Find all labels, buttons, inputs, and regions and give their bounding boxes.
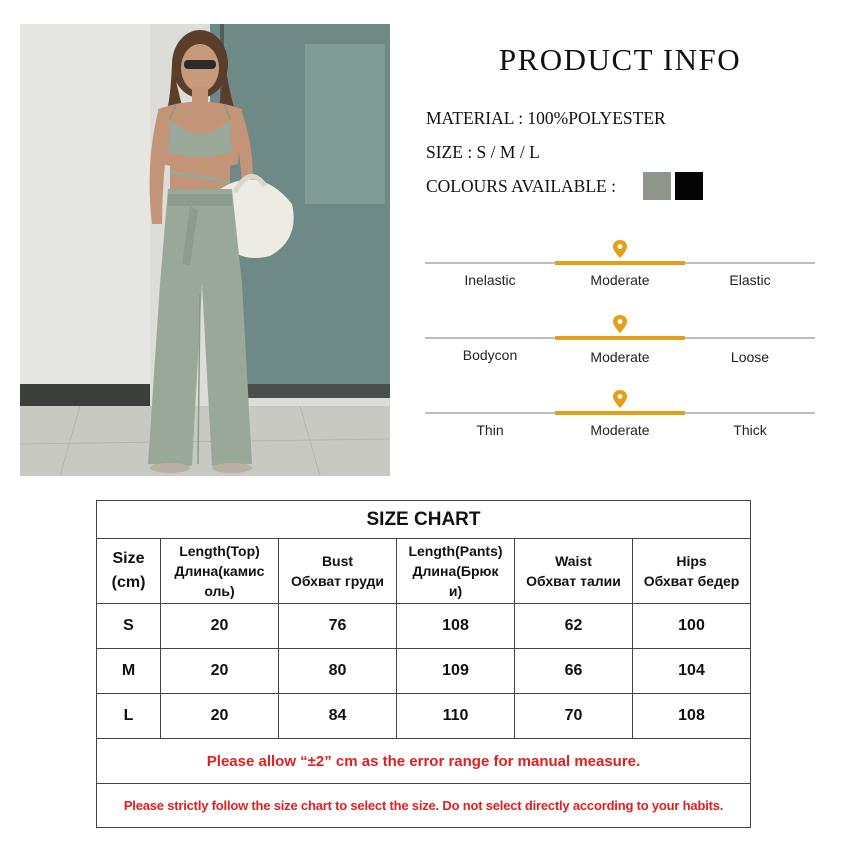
scale-label-right: Loose (730, 349, 770, 365)
product-photo (20, 24, 390, 476)
scale-label-left: Inelastic (464, 272, 516, 288)
table-cell: 109 (397, 649, 515, 694)
header-hips: Hips Обхват бедер (633, 539, 751, 604)
table-cell: 66 (515, 649, 633, 694)
header-length-top: Length(Top) Длина(камис оль) (161, 539, 279, 604)
size-selection-note-text: Please strictly follow the size chart to select the size. Do not select directly according to your habits. (123, 798, 724, 813)
table-cell: 20 (161, 604, 279, 649)
location-pin-icon (612, 240, 628, 258)
model-photo-illustration (20, 24, 390, 476)
table-row (97, 649, 751, 694)
scale-label-right: Thick (733, 422, 767, 438)
table-cell: 70 (515, 694, 633, 739)
table-row (97, 694, 751, 739)
table-cell: 84 (279, 694, 397, 739)
scale-label-left: Bodycon (462, 347, 518, 363)
scale-label-mid: Moderate (590, 422, 650, 438)
location-pin-icon (612, 390, 628, 408)
size-chart-title: SIZE CHART (97, 501, 751, 539)
location-pin-icon (612, 315, 628, 333)
product-info-title: PRODUCT INFO (498, 42, 742, 77)
header-waist: Waist Обхват талии (515, 539, 633, 604)
fit-scale (425, 337, 815, 377)
scale-highlight (555, 336, 685, 340)
table-cell: 76 (279, 604, 397, 649)
colour-swatch-grey[interactable] (643, 172, 671, 200)
header-bust: Bust Обхват груди (279, 539, 397, 604)
table-cell: 108 (397, 604, 515, 649)
table-cell: M (97, 649, 161, 694)
thickness-scale (425, 412, 815, 452)
table-cell: 108 (633, 694, 751, 739)
table-cell: S (97, 604, 161, 649)
table-cell: 100 (633, 604, 751, 649)
scale-highlight (555, 261, 685, 265)
colours-label: COLOURS AVAILABLE : (426, 176, 616, 196)
size-text: SIZE : S / M / L (426, 142, 540, 162)
table-cell: 80 (279, 649, 397, 694)
scale-highlight (555, 411, 685, 415)
size-chart-header-row (97, 539, 751, 604)
table-cell: 104 (633, 649, 751, 694)
elasticity-scale (425, 262, 815, 302)
scale-label-mid: Moderate (590, 349, 650, 365)
scale-label-left: Thin (476, 422, 504, 438)
header-size: Size (cm) (97, 539, 161, 604)
size-selection-note (97, 784, 751, 828)
size-chart-table (96, 500, 751, 828)
header-length-pants: Length(Pants) Длина(Брюк и) (397, 539, 515, 604)
table-cell: 62 (515, 604, 633, 649)
colour-swatch-black[interactable] (675, 172, 703, 200)
table-cell: L (97, 694, 161, 739)
error-range-note: Please allow “±2” cm as the error range for manual measure. (97, 739, 751, 784)
table-row (97, 604, 751, 649)
scale-label-right: Elastic (729, 272, 771, 288)
table-cell: 20 (161, 649, 279, 694)
table-cell: 110 (397, 694, 515, 739)
scale-label-mid: Moderate (590, 272, 650, 288)
material-text: MATERIAL : 100%POLYESTER (426, 108, 666, 128)
table-cell: 20 (161, 694, 279, 739)
